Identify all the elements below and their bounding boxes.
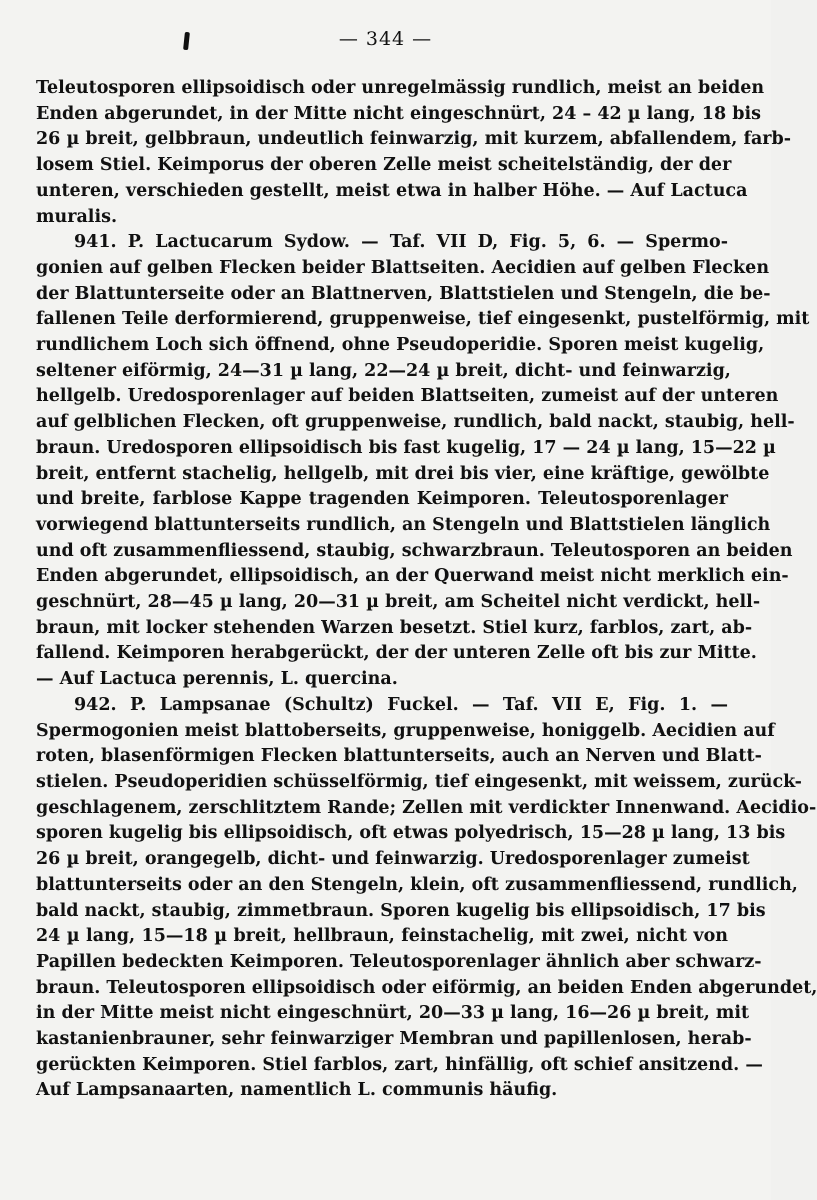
text-line: losem Stiel. Keimporus der oberen Zelle meist scheitelständig, der der: [36, 155, 732, 176]
text-line: Enden abgerundet, ellipsoidisch, an der Querwand meist nicht merklich ein-: [36, 566, 789, 587]
text-line: braun. Teleutosporen ellipsoidisch oder eiförmig, an beiden Enden abgerundet,: [36, 977, 817, 998]
text-line: kastanienbrauner, sehr feinwarziger Membran und papillenlosen, herab-: [36, 1029, 752, 1050]
text-line: rundlichem Loch sich öffnend, ohne Pseudoperidie. Sporen meist kugelig,: [36, 335, 765, 356]
text-line: Papillen bedeckten Keimporen. Teleutosporenlager ähnlich aber schwarz-: [36, 951, 762, 972]
text-line: seltener eiförmig, 24—31 µ lang, 22—24 µ breit, dicht- und feinwarzig,: [36, 360, 731, 381]
text-line: unteren, verschieden gestellt, meist etwa in halber Höhe. — Auf Lactuca: [36, 180, 748, 201]
text-line: Auf Lampsanaarten, namentlich L. communis häufig.: [36, 1080, 558, 1101]
text-line: 24 µ lang, 15—18 µ breit, hellbraun, feinstachelig, mit zwei, nicht von: [36, 926, 728, 947]
text-line: bald nackt, staubig, zimmetbraun. Sporen kugelig bis ellipsoidisch, 17 bis: [36, 900, 766, 921]
text-line: Teleutosporen ellipsoidisch oder unregelmässig rundlich, meist an beiden: [36, 78, 765, 98]
text-line: geschlagenem, zerschlitztem Rande; Zellen mit verdickter Innenwand. Aecidio-: [36, 797, 817, 818]
paragraph-continuation: [36, 76, 792, 230]
text-line: und oft zusammenfliessend, staubig, schwarzbraun. Teleutosporen an beiden: [36, 540, 793, 561]
page-text: [36, 76, 817, 1104]
text-line: breit, entfernt stachelig, hellgelb, mit drei bis vier, eine kräftige, gewölbte: [36, 463, 770, 484]
entry-942: [36, 693, 817, 1104]
text-line: 26 µ breit, gelbbraun, undeutlich feinwarzig, mit kurzem, abfallendem, farb-: [36, 129, 792, 150]
text-line: roten, blasenförmigen Flecken blattunterseits, auch an Nerven und Blatt-: [36, 746, 762, 767]
text-line: gonien auf gelben Flecken beider Blattseiten. Aecidien auf gelben Flecken: [36, 257, 770, 278]
text-line: 26 µ breit, orangegelb, dicht- und feinwarzig. Uredosporenlager zumeist: [36, 849, 750, 870]
entry-941: [36, 230, 810, 693]
text-line: vorwiegend blattunterseits rundlich, an Stengeln und Blattstielen länglich: [36, 514, 771, 535]
text-line: und breite, farblose Kappe tragenden Keimporen. Teleutosporenlager: [36, 489, 728, 510]
text-line: braun. Uredosporen ellipsoidisch bis fast kugelig, 17 — 24 µ lang, 15—22 µ: [36, 437, 776, 458]
text-line: braun, mit locker stehenden Warzen besetzt. Stiel kurz, farblos, zart, ab-: [36, 617, 753, 638]
text-line: fallenen Teile derformierend, gruppenweise, tief eingesenkt, pustelförmig, mit: [36, 309, 810, 330]
text-line: gerückten Keimporen. Stiel farblos, zart, hinfällig, oft schief ansitzend. —: [36, 1054, 763, 1075]
text-line: stielen. Pseudoperidien schüsselförmig, tief eingesenkt, mit weissem, zurück-: [36, 771, 802, 792]
text-line: Spermogonien meist blattoberseits, gruppenweise, honiggelb. Aecidien auf: [36, 720, 775, 741]
text-line: der Blattunterseite oder an Blattnerven, Blattstielen und Stengeln, die be-: [36, 283, 771, 304]
text-line: hellgelb. Uredosporenlager auf beiden Blattseiten, zumeist auf der unteren: [36, 386, 779, 407]
text-line: auf gelblichen Flecken, oft gruppenweise, rundlich, bald nackt, staubig, hell-: [36, 412, 795, 433]
text-line: Enden abgerundet, in der Mitte nicht eingeschnürt, 24 – 42 µ lang, 18 bis: [36, 103, 761, 124]
text-line: — Auf Lactuca perennis, L. quercina.: [36, 669, 398, 690]
text-line: sporen kugelig bis ellipsoidisch, oft etwas polyedrisch, 15—28 µ lang, 13 bis: [36, 823, 786, 844]
text-line: in der Mitte meist nicht eingeschnürt, 20—33 µ lang, 16—26 µ breit, mit: [36, 1003, 750, 1024]
page-number: — 344 —: [338, 28, 433, 50]
text-line: muralis.: [36, 206, 118, 227]
text-line: geschnürt, 28—45 µ lang, 20—31 µ breit, am Scheitel nicht verdickt, hell-: [36, 592, 761, 613]
text-line: blattunterseits oder an den Stengeln, klein, oft zusammenfliessend, rundlich,: [36, 874, 798, 895]
text-line: fallend. Keimporen herabgerückt, der der unteren Zelle oft bis zur Mitte.: [36, 643, 757, 664]
entry-heading-line: 941. P. Lactucarum Sydow. — Taf. VII D, Fig. 5, 6. — Spermo-: [74, 232, 728, 253]
entry-heading-line: 942. P. Lampsanae (Schultz) Fuckel. — Taf. VII E, Fig. 1. —: [74, 694, 728, 715]
